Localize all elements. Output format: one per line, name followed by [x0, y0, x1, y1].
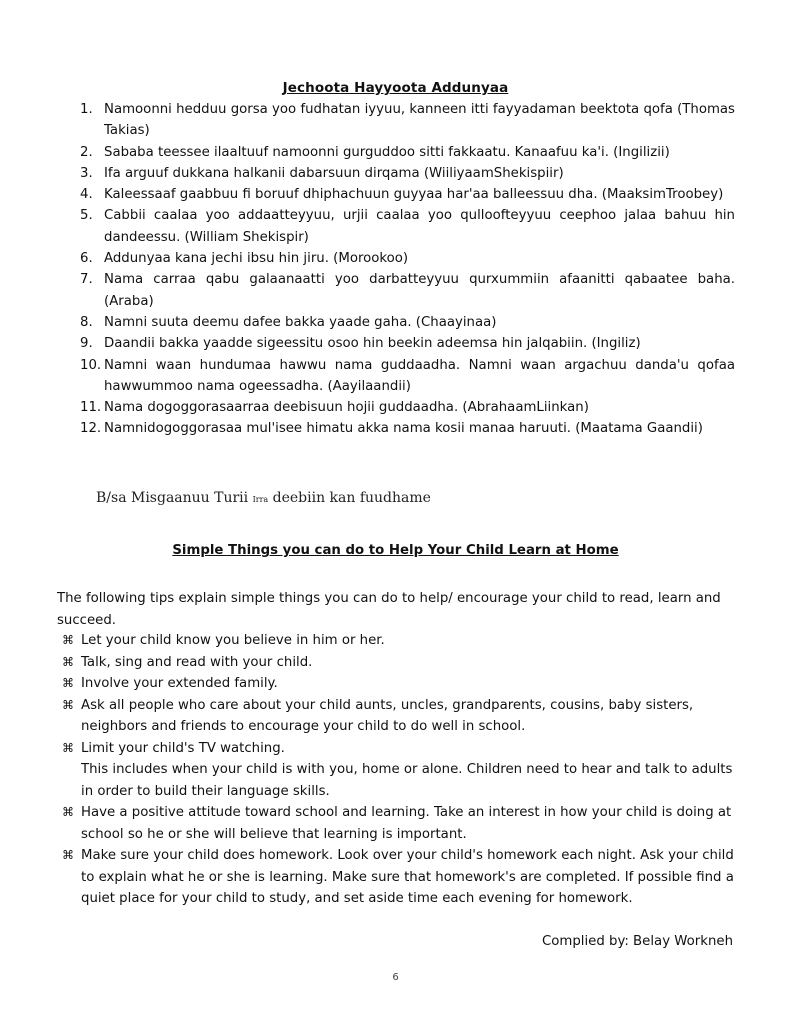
place-of-interest-sign-icon: ⌘ — [62, 697, 74, 712]
section-title-quotes: Jechoota Hayyoota Addunyaa — [282, 80, 509, 96]
item-number: 5. — [80, 208, 93, 224]
item-number: 9. — [80, 336, 93, 352]
item-number: 10. — [80, 357, 102, 373]
list-item — [80, 248, 735, 269]
tip-text: Talk, sing and read with your child. — [81, 654, 313, 670]
list-item — [80, 205, 735, 248]
tip-subtext: This includes when your child is with you, home or alone. Children need to hear and talk to adults in order to build their language skills. — [81, 762, 733, 799]
item-number: 6. — [80, 251, 93, 267]
quote-text: Kaleessaaf gaabbuu fi boruuf dhiphachuun guyyaa har'aa balleessuu dha. (MaaksimTroobey) — [104, 187, 724, 203]
tip-text: Ask all people who care about your child aunts, uncles, grandparents, cousins, baby sisters, neighbors and friends to encourage your child to do well in school. — [81, 697, 694, 734]
quote-text: Nama dogoggorasaarraa deebisuun hojii guddaadha. (AbrahaamLiinkan) — [104, 400, 589, 416]
list-item — [62, 845, 742, 910]
page-number: 6 — [392, 972, 399, 983]
list-item — [62, 738, 742, 803]
place-of-interest-sign-icon: ⌘ — [62, 740, 74, 755]
list-item — [62, 673, 742, 695]
list-item — [80, 142, 735, 163]
place-of-interest-sign-icon: ⌘ — [62, 805, 74, 819]
list-item — [62, 802, 742, 845]
tips-list — [62, 630, 742, 910]
list-item — [80, 184, 735, 205]
list-item — [80, 355, 735, 398]
compiler-credit: Complied by: Belay Workneh — [541, 934, 733, 949]
place-of-interest-sign-icon: ⌘ — [62, 654, 74, 669]
list-item — [80, 312, 735, 333]
source-prefix: B/sa Misgaanuu Turii — [96, 490, 253, 506]
quote-text: Addunyaa kana jechi ibsu hin jiru. (Morookoo) — [104, 251, 409, 267]
quote-text: Sababa teessee ilaaltuuf namoonni gurguddoo sitti fakkaatu. Kanaafuu ka'i. (Ingilizii) — [104, 144, 670, 160]
place-of-interest-sign-icon: ⌘ — [62, 848, 74, 862]
section-title-tips: Simple Things you can do to Help Your Child Learn at Home — [172, 543, 619, 558]
source-small: Irra — [252, 495, 269, 504]
list-item — [80, 163, 735, 184]
item-number: 4. — [80, 187, 93, 203]
tip-text: Make sure your child does homework. Look over your child's homework each night. Ask your child to explain what he or she is learning. Make sure that homework's are completed. If possible find a quiet place for your child to study, and set aside time each evening for homework. — [81, 848, 734, 906]
intro-paragraph: The following tips explain simple things you can do to help/ encourage your child to read, learn and succeed. — [57, 591, 721, 628]
list-item — [80, 269, 735, 312]
list-item — [62, 630, 742, 652]
quote-text: Namoonni hedduu gorsa yoo fudhatan iyyuu, kanneen itti fayyadaman beektota qofa (Thomas Takias) — [104, 102, 735, 139]
quote-text: Namni suuta deemu dafee bakka yaade gaha. (Chaayinaa) — [104, 314, 497, 330]
item-number: 11. — [80, 400, 102, 416]
item-number: 8. — [80, 314, 93, 330]
tip-text: Limit your child's TV watching. — [81, 740, 285, 756]
list-item — [62, 695, 742, 738]
source-suffix: deebiin kan fuudhame — [268, 490, 431, 506]
quote-text: Namni waan hundumaa hawwu nama guddaadha. Namni waan argachuu danda'u qofaa hawwummoo nama ogeessadha. (Aayilaandii) — [104, 357, 735, 394]
tip-text: Have a positive attitude toward school and learning. Take an interest in how your child is doing at school so he or she will believe that learning is important. — [81, 805, 732, 842]
list-item — [80, 418, 735, 439]
list-item — [62, 652, 742, 674]
list-item — [80, 397, 735, 418]
item-number: 2. — [80, 144, 93, 160]
quotes-list — [80, 99, 735, 440]
quote-text: Nama carraa qabu galaanaatti yoo darbatteyyuu qurxummiin afaanitti qabaatee baha. (Araba) — [104, 272, 735, 309]
list-item — [80, 333, 735, 354]
item-number: 12. — [80, 421, 102, 437]
item-number: 1. — [80, 102, 93, 117]
quote-text: Daandii bakka yaadde sigeessitu osoo hin beekin adeemsa hin jalqabiin. (Ingiliz) — [104, 336, 641, 352]
quote-text: Namnidogoggorasaa mul'isee himatu akka nama kosii manaa haruuti. (Maatama Gaandii) — [104, 421, 703, 437]
tip-text: Involve your extended family. — [81, 676, 278, 691]
quote-text: Ifa arguuf dukkana halkanii dabarsuun dirqama (WiiliyaamShekispiir) — [104, 165, 564, 181]
tip-text: Let your child know you believe in him or her. — [81, 633, 385, 648]
item-number: 7. — [80, 272, 93, 288]
source-attribution — [96, 490, 431, 506]
place-of-interest-sign-icon: ⌘ — [62, 676, 74, 690]
list-item — [80, 99, 735, 142]
quote-text: Cabbii caalaa yoo addaatteyyuu, urjii caalaa yoo qulloofteyyuu ceephoo jalaa bahuu hin dandeessu. (William Shekispir) — [104, 208, 735, 245]
item-number: 3. — [80, 165, 93, 181]
place-of-interest-sign-icon: ⌘ — [62, 633, 74, 647]
